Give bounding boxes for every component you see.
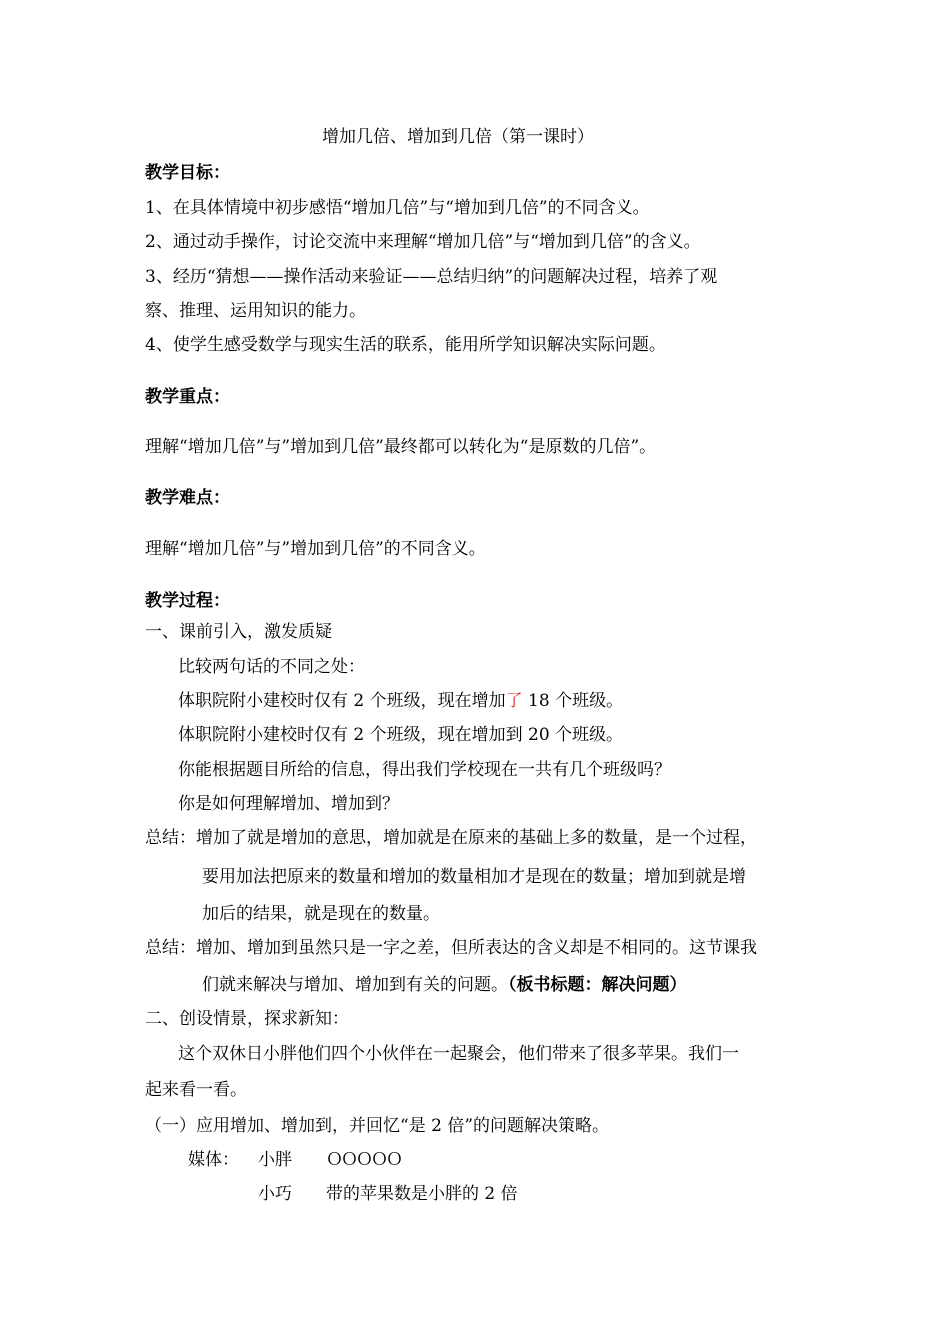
objective-item-3: 3、经历“猜想——操作活动来验证——总结归纳”的问题解决过程，培养了观 bbox=[145, 267, 718, 287]
part1-heading: 一、课前引入，激发质疑 bbox=[145, 622, 332, 642]
highlighted-char: 了 bbox=[505, 691, 523, 711]
row-2-text: 带的苹果数是小胖的 2 倍 bbox=[326, 1184, 518, 1204]
document-title: 增加几倍、增加到几倍（第一课时） bbox=[322, 127, 594, 147]
objective-item-2: 2、通过动手操作，讨论交流中来理解“增加几倍”与“增加到几倍”的含义。 bbox=[145, 232, 701, 252]
objective-item-4: 4、使学生感受数学与现实生活的联系，能用所学知识解决实际问题。 bbox=[145, 335, 666, 355]
key-point-text: 理解“增加几倍”与”增加到几倍”最终都可以转化为“是原数的几倍”。 bbox=[145, 437, 657, 457]
sentence-1-end: 18 个班级。 bbox=[522, 691, 624, 711]
summary-1-line-2: 要用加法把原来的数量和增加的数量相加才是现在的数量；增加到就是增 bbox=[202, 867, 746, 887]
process-heading: 教学过程： bbox=[145, 591, 230, 611]
apple-circles: ＯＯＯＯＯ bbox=[326, 1150, 401, 1170]
part2-heading: 二、创设情景，探求新知： bbox=[145, 1009, 349, 1029]
sentence-2: 体职院附小建校时仅有 2 个班级，现在增加到 20 个班级。 bbox=[178, 725, 624, 745]
objectives-heading: 教学目标： bbox=[145, 163, 230, 183]
row-2-name: 小巧 bbox=[258, 1184, 292, 1204]
summary-1-line-3: 加后的结果，就是现在的数量。 bbox=[202, 904, 440, 924]
compare-prompt: 比较两句话的不同之处： bbox=[178, 657, 365, 677]
question-2: 你是如何理解增加、增加到？ bbox=[178, 794, 399, 814]
part2-intro-line-2: 起来看一看。 bbox=[145, 1080, 247, 1100]
media-label: 媒体： bbox=[188, 1150, 239, 1170]
sentence-1-start: 体职院附小建校时仅有 2 个班级，现在增加 bbox=[178, 691, 506, 711]
summary-2-line-1: 总结：增加、增加到虽然只是一字之差，但所表达的含义却是不相同的。这节课我 bbox=[145, 938, 757, 958]
question-1: 你能根据题目所给的信息，得出我们学校现在一共有几个班级吗？ bbox=[178, 760, 671, 780]
subsection-1-heading: （一）应用增加、增加到，并回忆“是 2 倍”的问题解决策略。 bbox=[145, 1116, 610, 1136]
objective-item-3-cont: 察、推理、运用知识的能力。 bbox=[145, 301, 366, 321]
difficulty-text: 理解“增加几倍”与”增加到几倍”的不同含义。 bbox=[145, 539, 486, 559]
board-title-note: （板书标题：解决问题） bbox=[508, 975, 687, 995]
summary-2-text: 们就来解决与增加、增加到有关的问题。 bbox=[202, 975, 508, 995]
key-point-heading: 教学重点： bbox=[145, 387, 230, 407]
row-1-name: 小胖 bbox=[258, 1150, 292, 1170]
sentence-1 bbox=[178, 690, 623, 712]
summary-1-line-1: 总结：增加了就是增加的意思，增加就是在原来的基础上多的数量，是一个过程， bbox=[145, 828, 757, 848]
summary-2-line-2 bbox=[202, 974, 687, 996]
part2-intro-line-1: 这个双休日小胖他们四个小伙伴在一起聚会，他们带来了很多苹果。我们一 bbox=[178, 1044, 739, 1064]
objective-item-1: 1、在具体情境中初步感悟“增加几倍”与“增加到几倍”的不同含义。 bbox=[145, 198, 650, 218]
difficulty-heading: 教学难点： bbox=[145, 488, 230, 508]
